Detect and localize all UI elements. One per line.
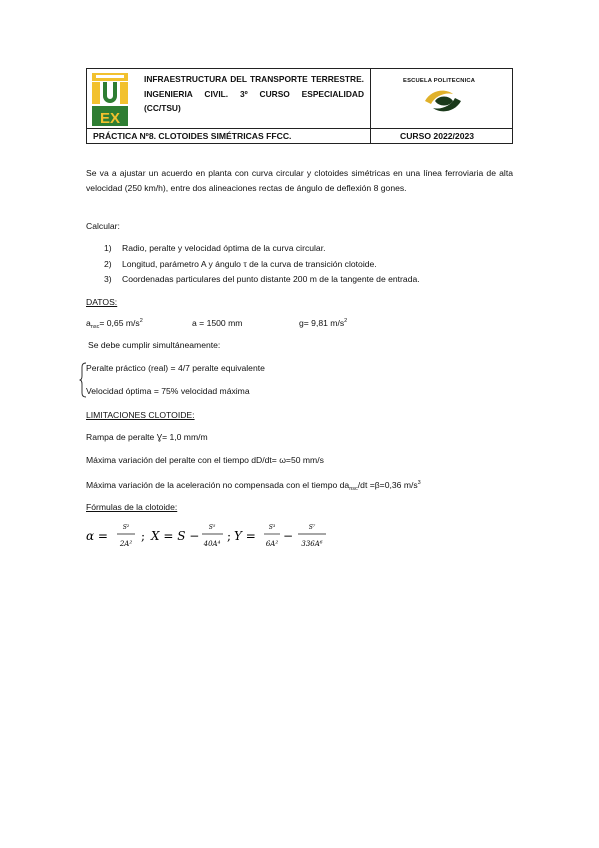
peralte-condition: Peralte práctico (real) = 4/7 peralte equivalente bbox=[86, 363, 265, 373]
school-name: ESCUELA POLITECNICA bbox=[403, 78, 476, 84]
g-value: g= 9,81 $m/s^2$ bbox=[299, 318, 348, 328]
course-title: INFRAESTRUCTURA DEL TRANSPORTE TERRESTRE. INGENIERIA CIVIL. 3º CURSO ESPECIALIDAD (CC/TSU) bbox=[144, 74, 364, 113]
formula-num: S⁵ bbox=[208, 524, 216, 531]
formula-num: S⁷ bbox=[308, 524, 316, 531]
formula-den: 40A⁴ bbox=[203, 540, 221, 548]
list-item: 2) Longitud, parámetro A y ángulo τ de la curva de transición clotoide. bbox=[104, 258, 377, 269]
formula-x: X = S − bbox=[151, 529, 200, 543]
velocidad-condition: Velocidad óptima = 75% velocidad máxima bbox=[86, 386, 250, 396]
calc-label: Calcular: bbox=[86, 221, 120, 231]
table-divider bbox=[370, 69, 371, 143]
svg-text:EX: EX bbox=[99, 110, 121, 127]
formula-den: 2A² bbox=[119, 540, 133, 548]
formula-minus: − bbox=[283, 529, 294, 543]
formula-den: 6A² bbox=[265, 540, 279, 548]
variacion-peralte: Máxima variación del peralte con el tiempo dD/dt= ω=50 mm/s bbox=[86, 455, 324, 465]
table-divider bbox=[87, 128, 512, 129]
formulas-heading: Fórmulas de la clotoide: bbox=[86, 502, 178, 512]
conditions-heading: Se debe cumplir simultáneamente: bbox=[88, 340, 221, 350]
uex-logo bbox=[90, 72, 130, 128]
course-year: CURSO 2022/2023 bbox=[400, 131, 475, 141]
formula-sep: ; bbox=[227, 529, 232, 543]
school-logo bbox=[423, 88, 463, 114]
calc-list bbox=[104, 241, 420, 288]
a-nsc-value: $a_{nsc}= 0,65$ $m/s^2$ bbox=[86, 318, 143, 330]
variacion-aceleracion: Máxima variación de la aceleración no compensada con el tiempo $da_{nsc}/dt =\beta=0,36$ $m/s^3$ bbox=[86, 480, 421, 492]
datos-heading: DATOS: bbox=[86, 297, 118, 307]
a-value: a = 1500 mm bbox=[192, 318, 243, 328]
formula-alpha: α = bbox=[86, 529, 108, 543]
intro-paragraph: Se va a ajustar un acuerdo en planta con curva circular y clotoides simétricas en una línea ferroviaria de alta velocidad (250 km/h), entre dos alineaciones rectas de ángulo de deflexión 8 gones. bbox=[86, 168, 513, 193]
header-table bbox=[86, 68, 513, 144]
formula-num: S³ bbox=[268, 524, 276, 531]
formula-sep: ; bbox=[141, 529, 146, 543]
formula-den: 336A⁶ bbox=[301, 540, 323, 548]
list-item: 1) Radio, peralte y velocidad óptima de la curva circular. bbox=[104, 243, 326, 253]
limitaciones-heading: LIMITACIONES CLOTOIDE: bbox=[86, 410, 195, 420]
formula-num: S² bbox=[122, 524, 130, 531]
clothoid-formula bbox=[86, 518, 346, 554]
list-item: 3) Coordenadas particulares del punto distante 200 m de la tangente de entrada. bbox=[104, 274, 420, 284]
rampa-peralte: Rampa de peralte Ɣ= 1,0 mm/m bbox=[86, 432, 208, 442]
practice-title: PRÁCTICA Nº8. CLOTOIDES SIMÉTRICAS FFCC. bbox=[93, 131, 292, 141]
formula-y: Y = bbox=[234, 529, 256, 543]
